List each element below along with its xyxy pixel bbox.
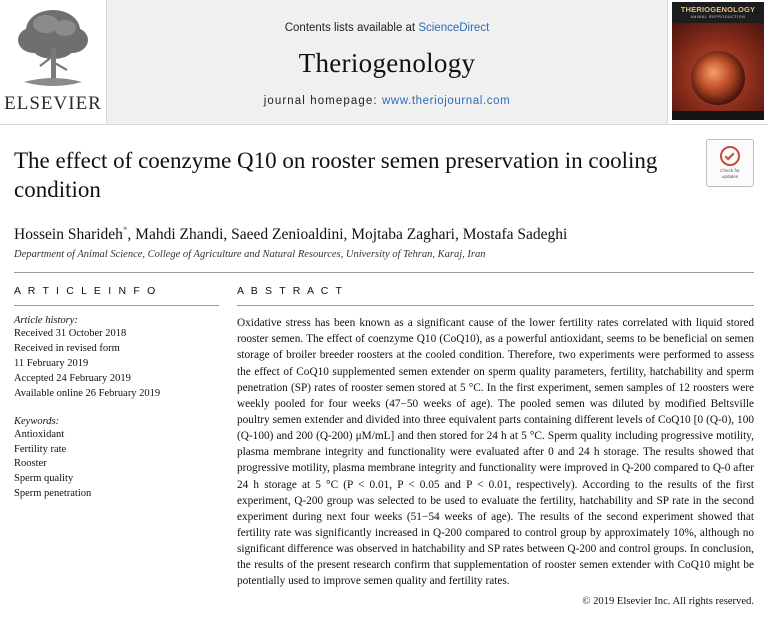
- history-item: 11 February 2019: [14, 357, 89, 369]
- keywords-block: [14, 416, 219, 503]
- publisher-logo: [0, 0, 107, 124]
- article-info-divider: [14, 305, 219, 306]
- cover-footer-bar: [672, 111, 764, 120]
- cover-art: [672, 2, 764, 120]
- corresponding-author-marker: *: [122, 224, 128, 235]
- journal-title: Theriogenology: [298, 47, 476, 78]
- history-item: Received 31 October 2018: [14, 328, 127, 340]
- journal-cover: [667, 0, 768, 124]
- abstract-heading: A B S T R A C T: [237, 285, 345, 298]
- sciencedirect-link[interactable]: ScienceDirect: [418, 21, 490, 34]
- keyword-item: Antioxidant: [14, 428, 65, 440]
- history-item: Accepted 24 February 2019: [14, 372, 131, 384]
- cover-graphic: [691, 51, 745, 105]
- affiliation: Department of Animal Science, College of Agriculture and Natural Resources, University of Tehran, Karaj, Iran: [14, 249, 486, 261]
- keyword-item: Fertility rate: [14, 443, 67, 455]
- elsevier-tree-icon: [10, 4, 96, 92]
- copyright-line: © 2019 Elsevier Inc. All rights reserved.: [582, 596, 754, 608]
- contents-available-line: [285, 22, 490, 34]
- history-item: Received in revised form: [14, 343, 120, 354]
- page-title: The effect of coenzyme Q10 on rooster semen preservation in cooling condition: [14, 148, 658, 202]
- publisher-name: ELSEVIER: [4, 93, 102, 114]
- author-first: Hossein Sharideh: [14, 226, 123, 244]
- keywords-label: Keywords:: [14, 415, 60, 427]
- title-block: [0, 125, 768, 205]
- journal-homepage-line: [264, 95, 511, 107]
- crossmark-badge[interactable]: [706, 139, 754, 187]
- article-history-label: Article history:: [14, 315, 78, 327]
- cover-journal-title: THERIOGENOLOGY: [680, 5, 756, 14]
- crossmark-line1: Check for: [720, 168, 740, 174]
- cover-journal-subtitle: ANIMAL REPRODUCTION: [690, 15, 746, 19]
- article-info-column: [14, 285, 219, 607]
- abstract-column: [237, 285, 754, 607]
- check-circle-icon: [720, 146, 740, 166]
- body-columns: [0, 273, 768, 607]
- journal-homepage-link[interactable]: www.theriojournal.com: [381, 94, 511, 107]
- keyword-item: Sperm quality: [14, 473, 74, 485]
- abstract-text: Oxidative stress has been known as a significant cause of the lower fertility rates correlated with liquid stored rooster semen. The effect of coenzyme Q10 (CoQ10), as a powerful antioxidant, seems to be beneficial on semen storage of broiler breeder roosters at the cooled condition. Therefore, two experiments were performed to assess the effect of CoQ10 supplemented semen extender on sperm quality parameters, fertility, hatchability and sperm penetration (SP) rates of rooster semen stored at 5 °C. In the first experiment, semen samples of 12 roosters were weekly pooled for four weeks (47−50 weeks of age). The pooled semen was diluted by modified Beltsville poultry semen extender and divided into three equivalent parts containing different levels of CoQ10 [0 (Q-0), 100 (Q-100) and 200 (Q-200) μM/mL] and then stored for 24 h at 5 °C. Sperm quality including progressive motility, plasma membrane integrity and functionality were evaluated after 0 and 24 h storage. The results showed that progressive motility, plasma membrane integrity and functionality were improved in Q-200 compared to Q-0 after 24 h storage at 5 °C (P < 0.01, P < 0.05 and P < 0.01, respectively). According to the results of the first experiment, Q-200 group was selected to be used to evaluate the fertility, hatchability and SP rate in the second experiment during next four weeks (51−54 weeks of age). The results of the second experiment showed that fertility rate was significantly increased in Q-200 compared to control group by approximately 10%, although no significant difference was observed in hatchability and SP rates between Q-200 and control groups. In conclusion, the results of the present research confirm that supplementation of rooster semen extender with CoQ10 might be potentially used to improve semen quality and fertility rates.: [237, 317, 754, 588]
- author-rest: , Mahdi Zhandi, Saeed Zenioaldini, Mojtaba Zaghari, Mostafa Sadeghi: [127, 226, 568, 244]
- cover-header: [672, 2, 764, 23]
- journal-masthead: [0, 0, 768, 125]
- keyword-item: Sperm penetration: [14, 488, 92, 500]
- article-info-heading: A R T I C L E I N F O: [14, 285, 158, 298]
- author-list: [14, 225, 754, 244]
- masthead-center: [107, 0, 667, 124]
- keyword-item: Rooster: [14, 458, 47, 470]
- homepage-prefix: journal homepage:: [263, 94, 382, 107]
- crossmark-line2: updates: [721, 174, 739, 179]
- contents-prefix: Contents lists available at: [284, 21, 419, 34]
- abstract-divider: [237, 305, 754, 306]
- history-item: Available online 26 February 2019: [14, 387, 161, 399]
